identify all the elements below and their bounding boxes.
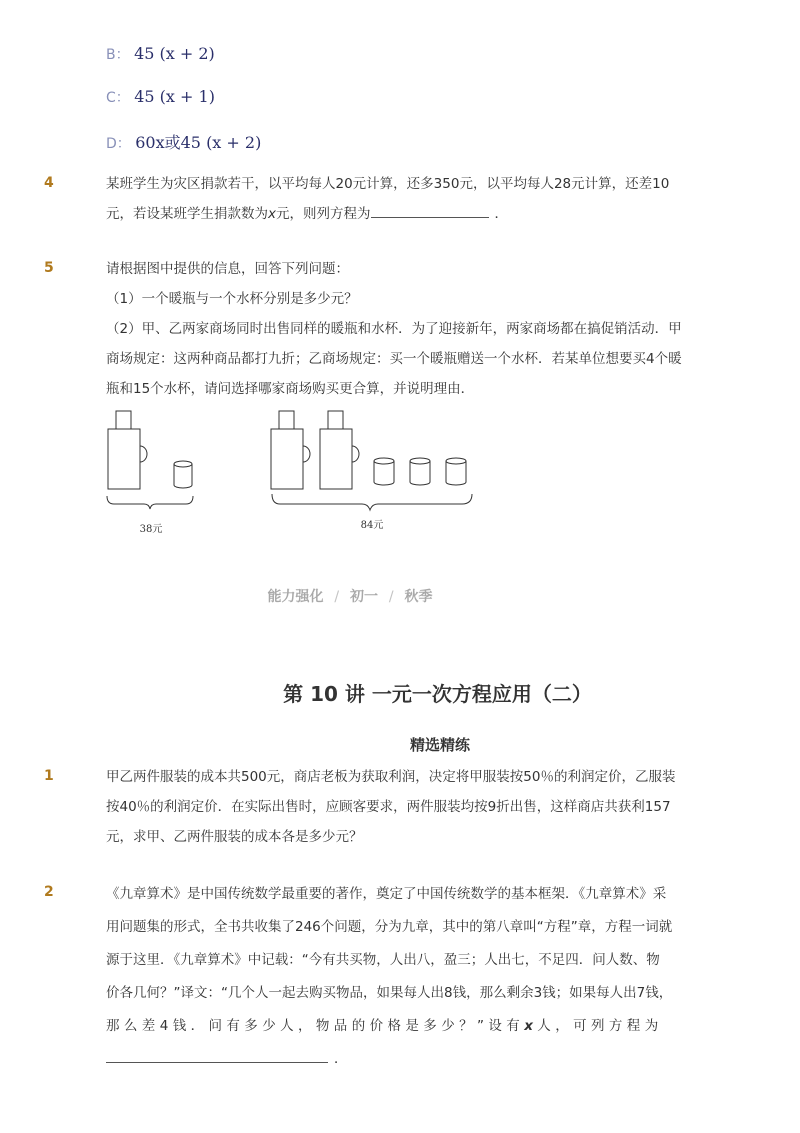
page-footer — [0, 586, 700, 606]
footer-course: 能力强化 — [267, 589, 324, 605]
option-expression: 45 (x + 2) — [134, 44, 215, 63]
problem-1-text — [106, 762, 712, 852]
option-c — [106, 87, 215, 107]
text-line: 按40％的利润定价．在实际出售时，应顾客要求，两件服装均按9折出售，这样商店共获利157 — [106, 799, 671, 815]
thermos-icon — [271, 411, 310, 489]
cup-icon — [174, 461, 192, 488]
footer-separator: / — [334, 589, 340, 605]
text-line: 请根据图中提供的信息，回答下列问题： — [106, 261, 349, 277]
text-line: 《九章算术》是中国传统数学最重要的著作，奠定了中国传统数学的基本框架．《九章算术》采 — [106, 886, 667, 902]
text-segment: 那么差4钱．问有多少人，物品的价格是多少？”设有 — [106, 1018, 525, 1034]
period: ． — [494, 206, 508, 222]
cup-icon — [446, 458, 466, 485]
thermos-cup-figure — [100, 408, 510, 540]
question-number: 4 — [44, 175, 54, 191]
footer-term: 秋季 — [404, 589, 433, 605]
thermos-icon — [108, 411, 147, 489]
option-label: C： — [106, 90, 130, 106]
option-expression: 45 (x + 1) — [134, 87, 215, 106]
variable: x — [268, 206, 276, 222]
question-number: 2 — [44, 884, 54, 900]
text-line — [106, 199, 712, 229]
answer-blank[interactable] — [371, 217, 489, 218]
text-line — [106, 1010, 712, 1043]
option-b — [106, 44, 215, 64]
text-line: 元，求甲、乙两件服装的成本各是多少元？ — [106, 829, 363, 845]
text-line: 某班学生为灾区捐款若干，以平均每人20元计算，还多350元，以平均每人28元计算，还差10 — [106, 176, 670, 192]
text-segment: 元，则列方程为 — [276, 206, 371, 222]
text-line: 商场规定：这两种商品都打九折；乙商场规定：买一个暖瓶赠送一个水杯．若某单位想要买4个暖 — [106, 351, 682, 367]
section-title: 精选精练 — [409, 736, 470, 754]
option-label: B： — [106, 47, 130, 63]
problem-2-text — [106, 878, 712, 1076]
text-line: 瓶和15个水杯，请问选择哪家商场购买更合算，并说明理由． — [106, 381, 475, 397]
variable: x — [524, 1018, 538, 1034]
price-label: 84元 — [360, 520, 384, 531]
text-line: 价各几何？”译文：“几个人一起去购买物品，如果每人出8钱，那么剩余3钱；如果每人出7钱， — [106, 985, 673, 1001]
text-line: （1）一个暖瓶与一个水杯分别是多少元？ — [106, 291, 358, 307]
text-segment: 人，可列方程为 — [537, 1018, 663, 1034]
text-segment: 元，若设某班学生捐款数为 — [106, 206, 268, 222]
option-label: D： — [106, 136, 131, 152]
brace-icon — [272, 494, 472, 510]
text-line — [106, 1043, 712, 1076]
answer-blank[interactable] — [106, 1062, 328, 1063]
thermos-icon — [320, 411, 359, 489]
price-label: 38元 — [139, 524, 163, 535]
page-title: 第 10 讲 一元一次方程应用（二） — [283, 682, 592, 706]
question-4-text — [106, 169, 712, 229]
cup-icon — [410, 458, 430, 485]
question-number: 1 — [44, 768, 54, 784]
question-5-text — [106, 254, 712, 404]
footer-separator: / — [388, 589, 394, 605]
text-line: 甲乙两件服装的成本共500元，商店老板为获取利润，决定将甲服装按50％的利润定价，乙服装 — [106, 769, 676, 785]
text-line: 用问题集的形式，全书共收集了246个问题，分为九章，其中的第八章叫“方程”章，方程一词就 — [106, 919, 673, 935]
option-expression: 60x或45 (x + 2) — [135, 133, 262, 152]
text-line: 源于这里．《九章算术》中记载：“今有共买物，人出八，盈三；人出七，不足四．问人数、物 — [106, 952, 660, 968]
footer-grade: 初一 — [350, 589, 378, 605]
option-d — [106, 130, 261, 153]
period: ． — [334, 1051, 348, 1067]
brace-icon — [107, 496, 193, 509]
text-line: （2）甲、乙两家商场同时出售同样的暖瓶和水杯．为了迎接新年，两家商场都在搞促销活动．甲 — [106, 321, 682, 337]
cup-icon — [374, 458, 394, 485]
question-number: 5 — [44, 260, 54, 276]
